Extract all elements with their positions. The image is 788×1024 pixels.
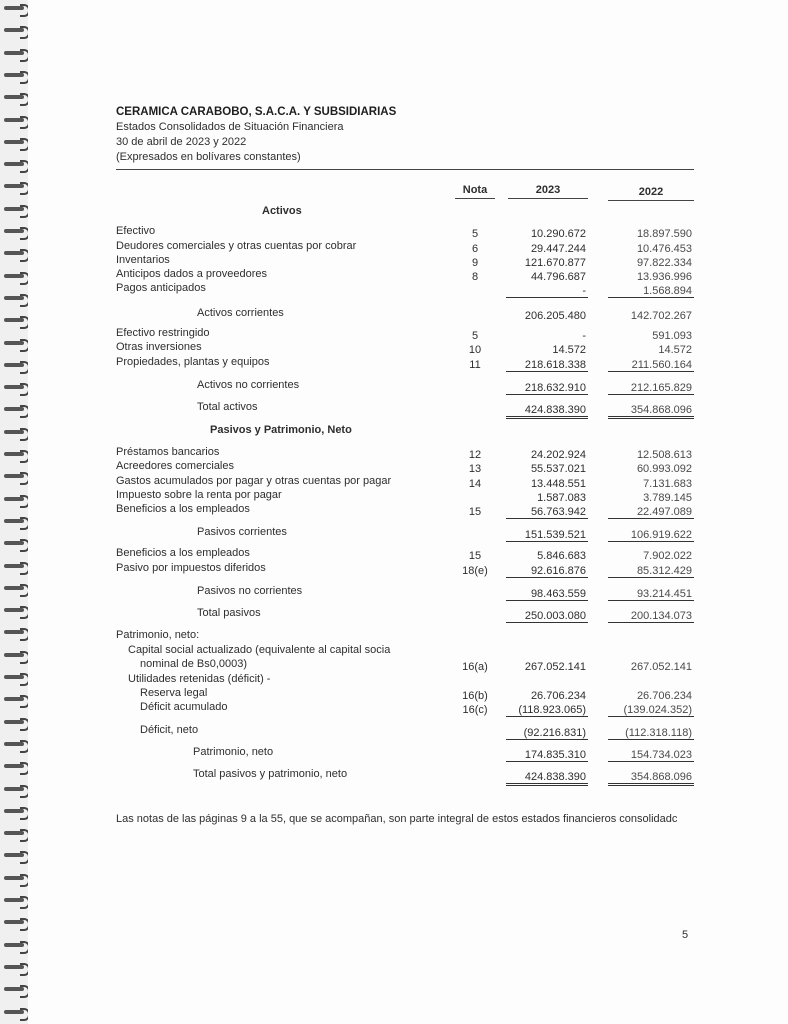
column-header-nota: Nota — [455, 184, 495, 199]
footnote: Las notas de las páginas 9 a la 55, que se acompañan, son parte integral de estos estados financieros consolidadc — [116, 813, 678, 825]
binding-coil — [4, 93, 30, 103]
table-row — [0, 379, 788, 393]
row-nota: 15 — [468, 550, 482, 562]
value-2023: 1.587.083 — [537, 492, 586, 504]
section-heading: Activos — [262, 205, 302, 217]
value-2023: 13.448.551 — [530, 478, 586, 490]
table-row — [0, 585, 788, 599]
row-label: Total pasivos y patrimonio, neto — [193, 768, 348, 780]
table-row — [0, 341, 788, 355]
row-label: Activos no corrientes — [197, 379, 300, 391]
column-header-2022: 2022 — [608, 186, 694, 201]
value-2023: 250.003.080 — [506, 607, 588, 623]
value-2022: 7.131.683 — [643, 478, 692, 490]
row-nota: 14 — [468, 478, 482, 490]
company-name: CERAMICA CARABOBO, S.A.C.A. Y SUBSIDIARIAS — [116, 106, 397, 118]
row-nota: 18(e) — [462, 565, 488, 577]
value-2022: 211.560.164 — [608, 356, 694, 372]
row-label: Propiedades, plantas y equipos — [116, 356, 270, 368]
row-label: Acreedores comerciales — [116, 460, 234, 472]
table-row — [0, 724, 788, 738]
section-heading-row — [0, 205, 788, 219]
value-2023: (92.216.831) — [506, 724, 588, 740]
value-2023: 424.838.390 — [506, 768, 588, 786]
value-2023: 14.572 — [552, 344, 586, 356]
row-nota: 12 — [468, 449, 482, 461]
header-rule — [116, 169, 694, 170]
row-label: Total pasivos — [197, 607, 261, 619]
row-nota: 16(a) — [462, 661, 488, 673]
table-row — [0, 673, 788, 687]
row-label: Impuesto sobre la renta por pagar — [116, 489, 282, 501]
value-2022: 354.868.096 — [608, 768, 694, 786]
value-2022: 85.312.429 — [608, 562, 694, 578]
row-label: Patrimonio, neto: — [116, 629, 200, 641]
binding-coil — [4, 1008, 30, 1018]
binding-coil — [4, 918, 30, 928]
table-row — [0, 658, 788, 672]
row-label: Beneficios a los empleados — [116, 547, 250, 559]
value-2023: 174.835.310 — [506, 746, 588, 762]
value-2022: 212.165.829 — [608, 379, 694, 395]
row-nota: 8 — [471, 271, 479, 283]
row-nota: 10 — [468, 344, 482, 356]
binding-coil — [4, 941, 30, 951]
table-row — [0, 401, 788, 415]
table-row — [0, 307, 788, 321]
value-2022: 10.476.453 — [636, 243, 692, 255]
table-row — [0, 356, 788, 370]
value-2022: 7.902.022 — [643, 550, 692, 562]
binding-coil — [4, 71, 30, 81]
table-row — [0, 644, 788, 658]
row-label: Activos corrientes — [197, 307, 284, 319]
value-2023: (118.923.065) — [506, 701, 588, 717]
table-row — [0, 240, 788, 254]
binding-coil — [4, 49, 30, 59]
value-2023: 218.618.338 — [506, 356, 588, 372]
value-2022: 3.789.145 — [643, 492, 692, 504]
table-row — [0, 282, 788, 296]
table-row — [0, 327, 788, 341]
statement-date: 30 de abril de 2023 y 2022 — [116, 136, 247, 148]
table-row — [0, 460, 788, 474]
value-2022: (112.318.118) — [608, 724, 694, 740]
table-row — [0, 489, 788, 503]
binding-coil — [4, 116, 30, 126]
value-2023: 218.632.910 — [506, 379, 588, 395]
row-nota: 5 — [471, 228, 479, 240]
row-label: Déficit, neto — [140, 724, 199, 736]
table-row — [0, 503, 788, 517]
value-2022: 22.497.089 — [608, 503, 694, 519]
table-row — [0, 607, 788, 621]
page-number: 5 — [682, 929, 689, 941]
table-row — [0, 768, 788, 782]
value-2022: 26.706.234 — [636, 690, 692, 702]
binding-coil — [4, 985, 30, 995]
row-label: Déficit acumulado — [140, 701, 228, 713]
value-2023: 121.670.877 — [524, 257, 586, 269]
row-label: nominal de Bs0,0003) — [140, 658, 248, 670]
row-label: Anticipos dados a proveedores — [116, 268, 268, 280]
binding-coil — [4, 807, 30, 817]
value-2022: 14.572 — [658, 344, 692, 356]
row-label: Utilidades retenidas (déficit) - — [128, 673, 271, 685]
value-2022: 93.214.451 — [608, 585, 694, 601]
row-label: Patrimonio, neto — [193, 746, 274, 758]
value-2022: 60.993.092 — [636, 463, 692, 475]
value-2022: 12.508.613 — [636, 449, 692, 461]
value-2022: 354.868.096 — [608, 401, 694, 419]
table-row — [0, 629, 788, 643]
row-label: Pasivo por impuestos diferidos — [116, 562, 266, 574]
value-2023: 206.205.480 — [524, 310, 586, 322]
row-label: Efectivo restringido — [116, 327, 210, 339]
value-2022: 13.936.996 — [636, 271, 692, 283]
row-nota: 15 — [468, 506, 482, 518]
row-nota: 9 — [471, 257, 479, 269]
row-label: Capital social actualizado (equivalente al capital socia — [128, 644, 391, 656]
binding-coil — [4, 160, 30, 170]
value-2022: 1.568.894 — [608, 282, 694, 298]
value-2022: (139.024.352) — [608, 701, 694, 717]
value-2023: - — [506, 282, 588, 298]
row-nota: 16(c) — [462, 704, 488, 716]
value-2023: 98.463.559 — [506, 585, 588, 601]
value-2023: 26.706.234 — [530, 690, 586, 702]
row-label: Pagos anticipados — [116, 282, 206, 294]
value-2023: 55.537.021 — [530, 463, 586, 475]
binding-coil — [4, 829, 30, 839]
value-2023: 29.447.244 — [530, 243, 586, 255]
row-nota: 6 — [471, 243, 479, 255]
value-2023: 267.052.141 — [524, 661, 586, 673]
row-label: Deudores comerciales y otras cuentas por cobrar — [116, 240, 357, 252]
currency-note: (Expresados en bolívares constantes) — [116, 151, 301, 163]
table-row — [0, 687, 788, 701]
value-2023: 151.539.521 — [506, 526, 588, 542]
table-row — [0, 475, 788, 489]
value-2022: 106.919.622 — [608, 526, 694, 542]
row-label: Efectivo — [116, 225, 156, 237]
value-2023: 24.202.924 — [530, 449, 586, 461]
binding-coil — [4, 896, 30, 906]
row-label: Beneficios a los empleados — [116, 503, 250, 515]
binding-coil — [4, 785, 30, 795]
table-row — [0, 446, 788, 460]
value-2023: 92.616.876 — [506, 562, 588, 578]
table-row — [0, 562, 788, 576]
column-header-2023: 2023 — [508, 184, 588, 199]
row-nota: 5 — [471, 330, 479, 342]
row-label: Otras inversiones — [116, 341, 202, 353]
section-heading-row — [0, 424, 788, 438]
value-2023: 424.838.390 — [506, 401, 588, 419]
binding-coil — [4, 874, 30, 884]
value-2022: 97.822.334 — [636, 257, 692, 269]
binding-coil — [4, 851, 30, 861]
value-2023: 10.290.672 — [530, 228, 586, 240]
row-label: Inventarios — [116, 254, 170, 266]
row-label: Préstamos bancarios — [116, 446, 220, 458]
table-row — [0, 701, 788, 715]
row-nota: 13 — [468, 463, 482, 475]
binding-coil — [4, 4, 30, 14]
row-label: Pasivos no corrientes — [197, 585, 303, 597]
row-label: Reserva legal — [140, 687, 208, 699]
section-heading: Pasivos y Patrimonio, Neto — [210, 424, 352, 436]
value-2022: 267.052.141 — [630, 661, 692, 673]
row-nota: 16(b) — [462, 690, 488, 702]
value-2023: 44.796.687 — [530, 271, 586, 283]
row-label: Pasivos corrientes — [197, 526, 287, 538]
binding-coil — [4, 138, 30, 148]
binding-coil — [4, 182, 30, 192]
row-label: Gastos acumulados por pagar y otras cuentas por pagar — [116, 475, 392, 487]
value-2022: 200.134.073 — [608, 607, 694, 623]
binding-coil — [4, 963, 30, 973]
binding-coil — [4, 26, 30, 36]
table-row — [0, 547, 788, 561]
statement-title: Estados Consolidados de Situación Financiera — [116, 121, 344, 133]
table-row — [0, 225, 788, 239]
table-row — [0, 268, 788, 282]
table-row — [0, 746, 788, 760]
value-2023: 56.763.942 — [506, 503, 588, 519]
row-label: Total activos — [197, 401, 258, 413]
value-2023: - — [582, 330, 586, 342]
value-2023: 5.846.683 — [537, 550, 586, 562]
value-2022: 591.093 — [652, 330, 692, 342]
value-2022: 154.734.023 — [608, 746, 694, 762]
table-row — [0, 254, 788, 268]
value-2022: 142.702.267 — [630, 310, 692, 322]
table-row — [0, 526, 788, 540]
row-nota: 11 — [469, 359, 481, 371]
value-2022: 18.897.590 — [636, 228, 692, 240]
